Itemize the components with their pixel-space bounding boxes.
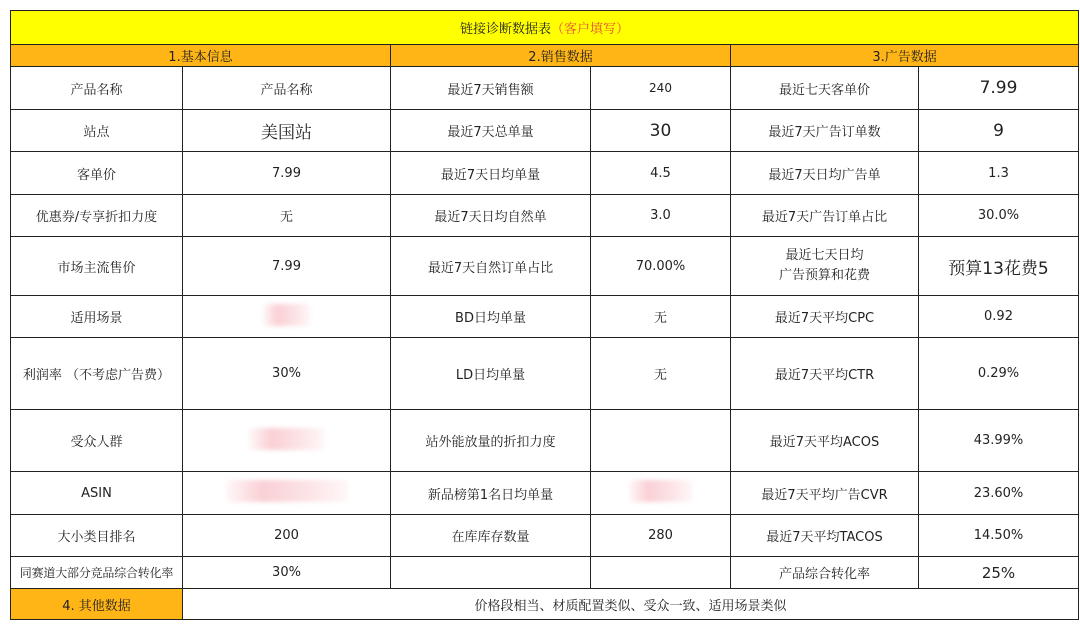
sales-value: 240 <box>591 67 731 110</box>
redacted-blur <box>249 428 325 450</box>
ads-value: 预算13花费5 <box>919 237 1079 296</box>
redacted-blur <box>226 480 348 502</box>
section-other-data: 4. 其他数据 <box>11 589 183 620</box>
ads-value: 25% <box>919 557 1079 589</box>
sales-label: 新品榜第1名日均单量 <box>391 472 591 515</box>
table-row <box>11 338 1079 410</box>
table-row <box>11 67 1079 110</box>
ads-label: 最近七天客单价 <box>731 67 919 110</box>
sales-label: 最近7天总单量 <box>391 110 591 152</box>
table-row <box>11 296 1079 338</box>
basic-label: 客单价 <box>11 152 183 195</box>
basic-value: 无 <box>183 195 391 237</box>
sales-label: LD日均单量 <box>391 338 591 410</box>
ads-label: 最近7天广告订单数 <box>731 110 919 152</box>
table-row <box>11 110 1079 152</box>
redacted-blur <box>263 304 311 326</box>
ads-label: 最近7天广告订单占比 <box>731 195 919 237</box>
sales-value: 3.0 <box>591 195 731 237</box>
sales-value-redacted <box>591 472 731 515</box>
sales-label: 最近7天销售额 <box>391 67 591 110</box>
ads-label-line1: 最近七天日均 <box>785 248 864 263</box>
basic-value: 美国站 <box>183 110 391 152</box>
basic-value: 7.99 <box>183 237 391 296</box>
sales-value: 30 <box>591 110 731 152</box>
ads-label: 最近7天平均CPC <box>731 296 919 338</box>
basic-label: 站点 <box>11 110 183 152</box>
table-row <box>11 515 1079 557</box>
basic-value-redacted <box>183 296 391 338</box>
basic-label: 适用场景 <box>11 296 183 338</box>
ads-value: 1.3 <box>919 152 1079 195</box>
basic-label: 大小类目排名 <box>11 515 183 557</box>
table-row <box>11 410 1079 472</box>
redacted-blur <box>629 480 693 502</box>
diagnosis-table <box>10 10 1079 620</box>
ads-value: 9 <box>919 110 1079 152</box>
basic-value-redacted <box>183 472 391 515</box>
basic-label: 受众人群 <box>11 410 183 472</box>
table-row <box>11 237 1079 296</box>
table-row <box>11 152 1079 195</box>
ads-value: 23.60% <box>919 472 1079 515</box>
table-row <box>11 557 1079 589</box>
ads-label: 最近7天平均ACOS <box>731 410 919 472</box>
sales-value: 70.00% <box>591 237 731 296</box>
sales-label: 站外能放量的折扣力度 <box>391 410 591 472</box>
table-row <box>11 195 1079 237</box>
sales-value <box>591 410 731 472</box>
basic-value: 30% <box>183 557 391 589</box>
ads-label: 最近7天日均广告单 <box>731 152 919 195</box>
sales-label: 最近7天自然订单占比 <box>391 237 591 296</box>
sales-value: 无 <box>591 296 731 338</box>
ads-label: 最近7天平均广告CVR <box>731 472 919 515</box>
ads-label: 最近7天平均TACOS <box>731 515 919 557</box>
table-title <box>11 11 1079 45</box>
sales-label: BD日均单量 <box>391 296 591 338</box>
footer-row <box>11 589 1079 620</box>
sales-value: 4.5 <box>591 152 731 195</box>
sales-value: 280 <box>591 515 731 557</box>
ads-value: 0.92 <box>919 296 1079 338</box>
basic-value: 7.99 <box>183 152 391 195</box>
ads-value: 43.99% <box>919 410 1079 472</box>
basic-label: 优惠券/专享折扣力度 <box>11 195 183 237</box>
ads-value: 30.0% <box>919 195 1079 237</box>
basic-value: 200 <box>183 515 391 557</box>
table-row <box>11 472 1079 515</box>
ads-value: 0.29% <box>919 338 1079 410</box>
ads-label: 最近7天平均CTR <box>731 338 919 410</box>
sales-label: 最近7天日均自然单 <box>391 195 591 237</box>
ads-value: 7.99 <box>919 67 1079 110</box>
ads-label: 产品综合转化率 <box>731 557 919 589</box>
ads-value: 14.50% <box>919 515 1079 557</box>
section-basic-info: 1.基本信息 <box>11 45 391 67</box>
section-ads-data: 3.广告数据 <box>731 45 1079 67</box>
basic-label: ASIN <box>11 472 183 515</box>
section-sales-data: 2.销售数据 <box>391 45 731 67</box>
sales-label: 最近7天日均单量 <box>391 152 591 195</box>
sales-value: 无 <box>591 338 731 410</box>
sales-label <box>391 557 591 589</box>
sales-label: 在库库存数量 <box>391 515 591 557</box>
other-data-note: 价格段相当、材质配置类似、受众一致、适用场景类似 <box>183 589 1079 620</box>
basic-label: 产品名称 <box>11 67 183 110</box>
basic-value-redacted <box>183 410 391 472</box>
ads-label <box>731 237 919 296</box>
basic-label: 同赛道大部分竞品综合转化率 <box>11 557 183 589</box>
basic-value: 产品名称 <box>183 67 391 110</box>
title-main: 链接诊断数据表 <box>460 22 552 37</box>
basic-value: 30% <box>183 338 391 410</box>
basic-label: 利润率 （不考虑广告费） <box>11 338 183 410</box>
sales-value <box>591 557 731 589</box>
basic-label: 市场主流售价 <box>11 237 183 296</box>
title-note: （客户填写） <box>551 22 630 37</box>
ads-label-line2: 广告预算和花费 <box>778 268 870 283</box>
